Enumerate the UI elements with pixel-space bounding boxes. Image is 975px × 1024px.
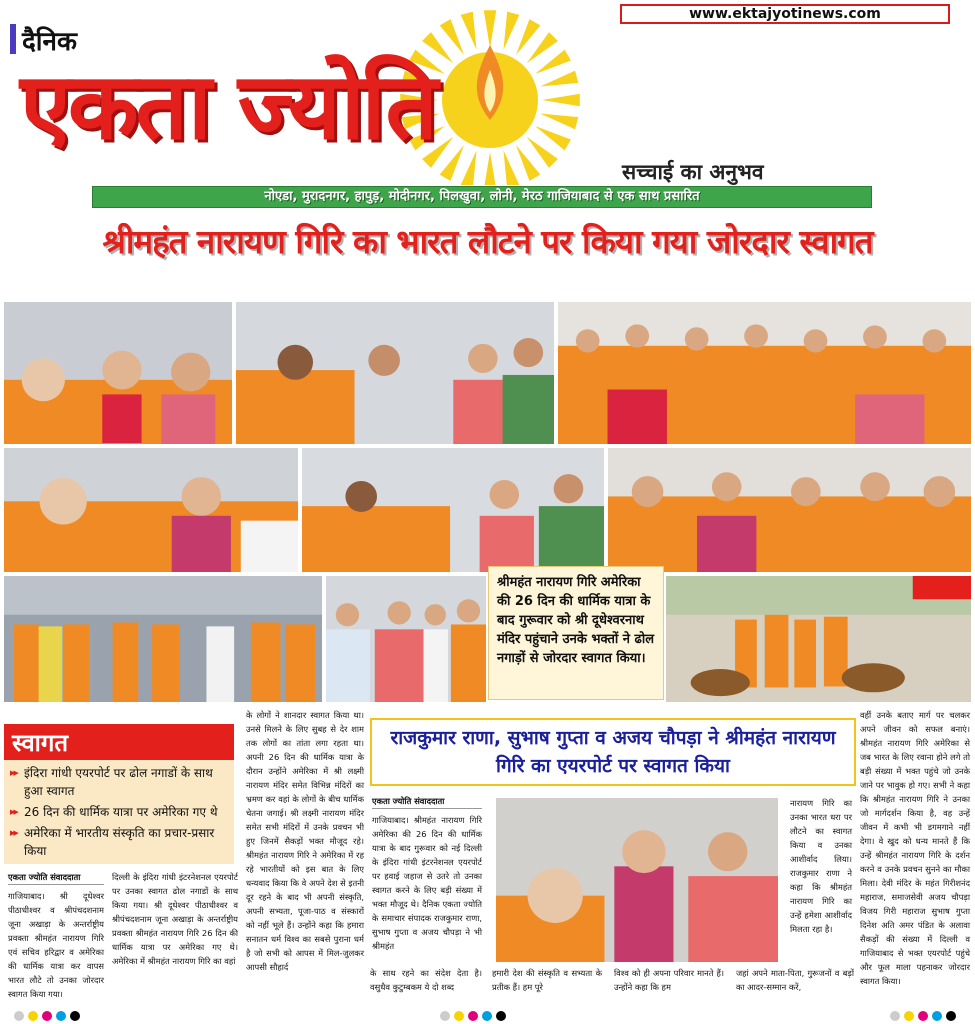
- swagat-title: स्वागत: [4, 724, 234, 760]
- article-column-6-continued: जहां अपने माता-पिता, गुरूजनों व बड़ों का आदर-सम्मान करें,: [736, 968, 854, 992]
- website-url[interactable]: www.ektajyotinews.com: [620, 4, 950, 24]
- masthead-accent-bar: [10, 24, 16, 54]
- article-column-5: नारायण गिरि का उनका भारत धरा पर लौटने का स्वागत किया व उनका आशीर्वाद लिया। राजकुमार राणा ने कहा कि श्रीमहंत नारायण गिरि का उन्हें हमेशा आशीर्वाद मिलता रहा है।: [790, 798, 852, 934]
- photo-inset-welcome: [494, 796, 780, 964]
- color-dots-left: [14, 1006, 84, 1024]
- color-dots-center: [440, 1006, 510, 1024]
- color-dots-right: [890, 1006, 960, 1024]
- masthead-tagline: सच्चाई का अनुभव: [622, 159, 764, 184]
- editions-strip: नोएडा, मुरादनगर, हापुड़, मोदीनगर, पिलखुवा, लोनी, मेरठ गाजियाबाद से एक साथ प्रसारित: [92, 186, 872, 208]
- photo-welcome-party: [324, 574, 488, 704]
- article-byline: एकता ज्योति संवाददाता: [372, 794, 482, 809]
- article-column-5-continued: विश्व को ही अपना परिवार मानते हैं। उन्होंने कहा कि हम: [614, 968, 724, 992]
- article-text: गाजियाबाद। श्रीमहंत नारायण गिरि अमेरिका की 26 दिन की धार्मिक यात्रा के बाद गुरूवार को नई दिल्ली के इंदिरा गांधी इंटरनेशनल एयरपोर्ट पर हवाई जहाज से उतरे तो उनका स्वागत करने के लिए बड़ी संख्या में भक्त मौजूद थे। दैनिक एकता ज्योति के समाचार संपादक राजकुमार राणा, सुभाष गुप्ता व अजय चौपड़ा ने भी श्रीमहंत: [372, 815, 482, 951]
- masthead-prefix: दैनिक: [22, 27, 77, 57]
- photo-group-saints: [556, 300, 973, 446]
- photo-drum-procession: [664, 574, 973, 704]
- masthead-title: एकता ज्योति: [20, 53, 435, 160]
- article-column-3-continued: के साथ रहने का संदेश देता है। वसुधैव कुटुम्बकम ये दो शब्द: [370, 968, 482, 992]
- photo-garland-ceremony: [2, 446, 300, 574]
- article-column-4: [372, 794, 482, 966]
- photo-saints-standing: [2, 574, 324, 704]
- photo-blessings: [606, 446, 973, 574]
- print-registration-marks: [0, 1004, 975, 1020]
- photo-caption: श्रीमहंत नारायण गिरि अमेरिका की 26 दिन की धार्मिक यात्रा के बाद गुरूवार को श्री दूधेश्वरनाथ मंदिर पहुंचाने उनके भक्तों ने ढोल नगाड़ों से जोरदार स्वागत किया।: [488, 566, 664, 700]
- highlight-item: ▶▶ 26 दिन की धार्मिक यात्रा पर अमेरिका गए थे: [10, 803, 228, 821]
- swagat-highlights: [4, 760, 234, 864]
- photo-airport-welcome-1: [2, 300, 234, 446]
- article-column-1: [8, 870, 104, 1000]
- photo-handshake: [300, 446, 606, 574]
- sub-headline: राजकुमार राणा, सुभाष गुप्ता व अजय चौपड़ा ने श्रीमहंत नारायण गिरि का एयरपोर्ट पर स्वागत किया: [370, 718, 856, 786]
- article-column-2: दिल्ली के इंदिरा गांधी इंटरनेशनल एयरपोर्ट पर उनका स्वागत ढोल नगाडों के साथ किया गया। श्री दूधेश्वर पीठाधीश्वर व श्रीपंचदशनाम जूना अखाड़ा के अन्तर्राष्ट्रीय प्रवक्ता श्रीमहंत नारायण गिरि 26 दिन की धार्मिक यात्रा पर अमेरिका गए थे। अमेरिका में श्रीमहंत नारायण गिरि का वहां: [112, 872, 238, 966]
- highlight-item: ▶▶ इंदिरा गांधी एयरपोर्ट पर ढोल नगाडों के साथ हुआ स्वागत: [10, 764, 228, 800]
- photo-airport-welcome-2: [234, 300, 556, 446]
- article-byline: एकता ज्योति संवाददाता: [8, 870, 104, 885]
- article-text: गाजियाबाद। श्री दूधेश्वर पीठाधीश्वर व श्रीपंचदशनाम जूना अखाड़ा के अन्तर्राष्ट्रीय प्रवक्ता श्रीमहंत नारायण गिरि एवं सचिव हरिद्वार व अमेरिका की धार्मिक यात्रा कर वापस भारत लौटे तो उनका जोरदार स्वागत किया गया।: [8, 891, 104, 999]
- article-column-4-continued: हमारी देश की संस्कृति व सभ्यता के प्रतीक हैं। हम पूरे: [492, 968, 602, 992]
- main-headline: श्रीमहंत नारायण गिरि का भारत लौटने पर किया गया जोरदार स्वागत: [102, 222, 873, 261]
- article-column-3: के लोगों ने शानदार स्वागत किया था। उनसे मिलने के लिए सुबह से देर शाम तक लोगों का तांता लगा रहता था। अपनी 26 दिन की धार्मिक यात्रा के दौरान उन्होंने अमेरिका में श्री लक्ष्मी नारायण मंदिर समेत विभिन्न मंदिरों का भ्रमण कर वहां के लोगों के बीच धार्मिक चेतना जगाई। श्री लक्ष्मी नारायण मंदिर समेत सभी मंदिरों में उनके प्रवचन भी हुए जिनमें सैकड़ों भक्त मौजूद रहे। श्रीमहंत नारायण गिरि ने अमेरिका में रह रहे भारतीयों को इस बात के लिए धन्यवाद किया कि वे अपने देश से इतनी दूर रहने के बाद भी अपनी संस्कृति, अपनी सभ्यता, पूजा-पाठ व संस्कारों को नहीं भूले हैं। उन्होंने कहा कि हमारा सनातन धर्म विश्व का सबसे पुराना धर्म है जो सभी को आपस में मिल-जुलकर आपसी सौहार्द: [246, 710, 364, 972]
- highlight-item: ▶▶ अमेरिका में भारतीय संस्कृति का प्रचार-प्रसार किया: [10, 824, 228, 860]
- article-column-7: वहीं उनके बताए मार्ग पर चलकर अपने जीवन को सफल बनाएं। श्रीमहंत नारायण गिरि अमेरिका से जब भारत के लिए रवाना होने लगे तो बड़ी संख्या में भक्त पहुंचे जो उनके जाने पर भावुक हो गए। सभी ने कहा कि श्रीमहंत नारायण गिरि ने उनका जो मार्गदर्शन किया है, वह उन्हें जीवन में कभी भी डगमगाने नहीं देगा। वे खुद को धन्य मानते हैं कि उन्हें श्रीमहंत नारायण गिरि के दर्शन करने व उनके प्रवचन सुनने का मौका मिला। देवी मंदिर के महंत गिरीशनंद महाराज, समाजसेवी अजय चौपड़ा विजय गिरी महाराज सुभाष गुप्ता दिनेश अति अमर पंडित के अलावा सैकड़ों की संख्या में दिल्ली व गाजियाबाद से भक्त एयरपोर्ट पहुंचे और फूल माला पहनाकर जोरदार स्वागत किया।: [860, 710, 970, 986]
